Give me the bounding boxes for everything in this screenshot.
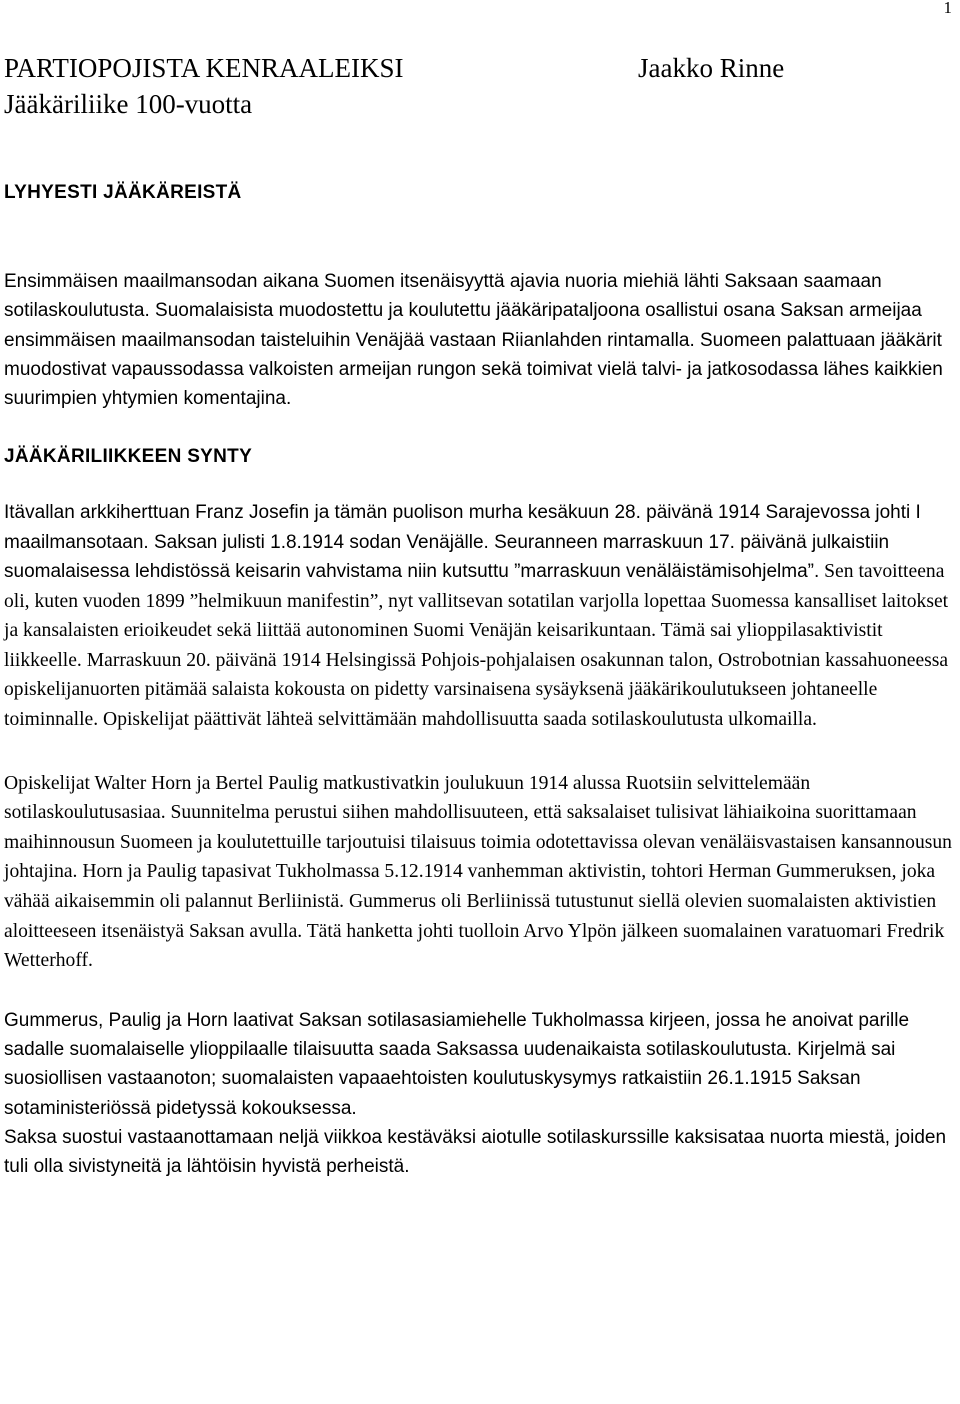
document-subtitle: Jääkäriliike 100-vuotta bbox=[4, 89, 253, 119]
author-name: Jaakko Rinne bbox=[638, 53, 785, 83]
paragraph-saksa-suostui: Saksa suostui vastaanottamaan neljä viikkoa kestäväksi aiotulle sotilaskurssille kaksisataa nuorta miestä, joiden tuli olla sivistyneitä ja lähtöisin hyvistä perheistä. bbox=[4, 1126, 947, 1178]
page-number: 1 bbox=[943, 0, 952, 17]
paragraph-synty-serif: Sen tavoitteena oli, kuten vuoden 1899 ”helmikuun manifestin”, nyt vallitsevan sotatilan varjolla lopettaa Suomessa kansalliset laitokset ja kansalaisten erioikeudet sekä liittää autonominen Suomi Venäjän keisarikuntaan. Tämä sai ylioppilasaktivistit liikkeelle. Marraskuun 20. päivänä 1914 Helsingissä Pohjois-pohjalaisen osakunnan talon, Ostrobotnian kassahuoneessa opiskelijanuorten pitämää salaista kokousta on pidetty varsinaisena sysäyksenä jääkärikoulutukseen johtaneelle toiminnalle. Opiskelijat päättivät lähteä selvittämään mahdollisuutta saada sotilaskoulutusta ulkomailla. bbox=[4, 561, 949, 731]
paragraph-synty-sans: Itävallan arkkiherttuan Franz Josefin ja tämän puolison murha kesäkuun 28. päivänä 1914 Sarajevossa johti I maailmansotaan. Saksan julisti 1.8.1914 sodan Venäjälle. Seuranneen marraskuun 17. päivänä julkaistiin suomalaisessa lehdistössä keisarin vahvistama niin kutsuttu ”marraskuun venäläistämisohjelma”. bbox=[4, 502, 921, 583]
document-title: PARTIOPOJISTA KENRAALEIKSI bbox=[4, 53, 404, 83]
paragraph-horn-paulig: Opiskelijat Walter Horn ja Bertel Paulig matkustivatkin joulukuun 1914 alussa Ruotsiin selvittelemään sotilaskoulutusasiaa. Suunnitelma perustui siihen mahdollisuuteen, että saksalaiset tulisivat lähiaikoina suorittamaan maihinnousun Suomeen ja koulutettuille tarjoutuisi tilaisuus toimia odotettavissa olevan venäläisvastaisen kansannousun johtajina. Horn ja Paulig tapasivat Tukholmassa 5.12.1914 vanhemman aktivistin, tohtori Herman Gummeruksen, joka vähää aikaisemmin oli palannut Berliinistä. Gummerus oli Berliinissä tutustunut siellä olevien suomalaisten aktivistien aloitteeseen itsenäistyä Saksan avulla. Tätä hanketta johti tuolloin Arvo Ylpön jälkeen suomalainen varatuomari Fredrik Wetterhoff. bbox=[4, 772, 952, 972]
section-heading-lyhyesti: LYHYESTI JÄÄKÄREISTÄ bbox=[4, 182, 242, 203]
document-body bbox=[4, 178, 956, 1182]
paragraph-synty bbox=[4, 498, 956, 734]
section-heading-synty: JÄÄKÄRILIIKKEEN SYNTY bbox=[4, 446, 253, 468]
title-block bbox=[4, 50, 404, 122]
paragraph-kirje: Gummerus, Paulig ja Horn laativat Saksan sotilasasiamiehelle Tukholmassa kirjeen, jossa he anoivat parille sadalle suomalaiselle ylioppilaalle tilaisuutta saada Saksassa uudenaikaista sotilaskoulutusta. Kirjelmä sai suosiollisen vastaanoton; suomalaisten vapaaehtoisten koulutuskysymys ratkaistiin 26.1.1915 Saksan sotaministeriössä pidetyssä kokouksessa. bbox=[4, 1009, 910, 1119]
paragraph-lyhyesti: Ensimmäisen maailmansodan aikana Suomen itsenäisyyttä ajavia nuoria miehiä lähti Saksaan saamaan sotilaskoulutusta. Suomalaisista muodostettu ja koulutettu jääkäripataljoona osallistui osana Saksan armeijaa ensimmäisen maailmansodan taisteluihin Venäjää vastaan Riianlahden rintamalla. Suomeen palattuaan jääkärit muodostivat vapaussodassa valkoisten armeijan rungon sekä toimivat vielä talvi- ja jatkosodassa lähes kaikkien suurimpien yhtymien komentajina. bbox=[4, 271, 943, 410]
